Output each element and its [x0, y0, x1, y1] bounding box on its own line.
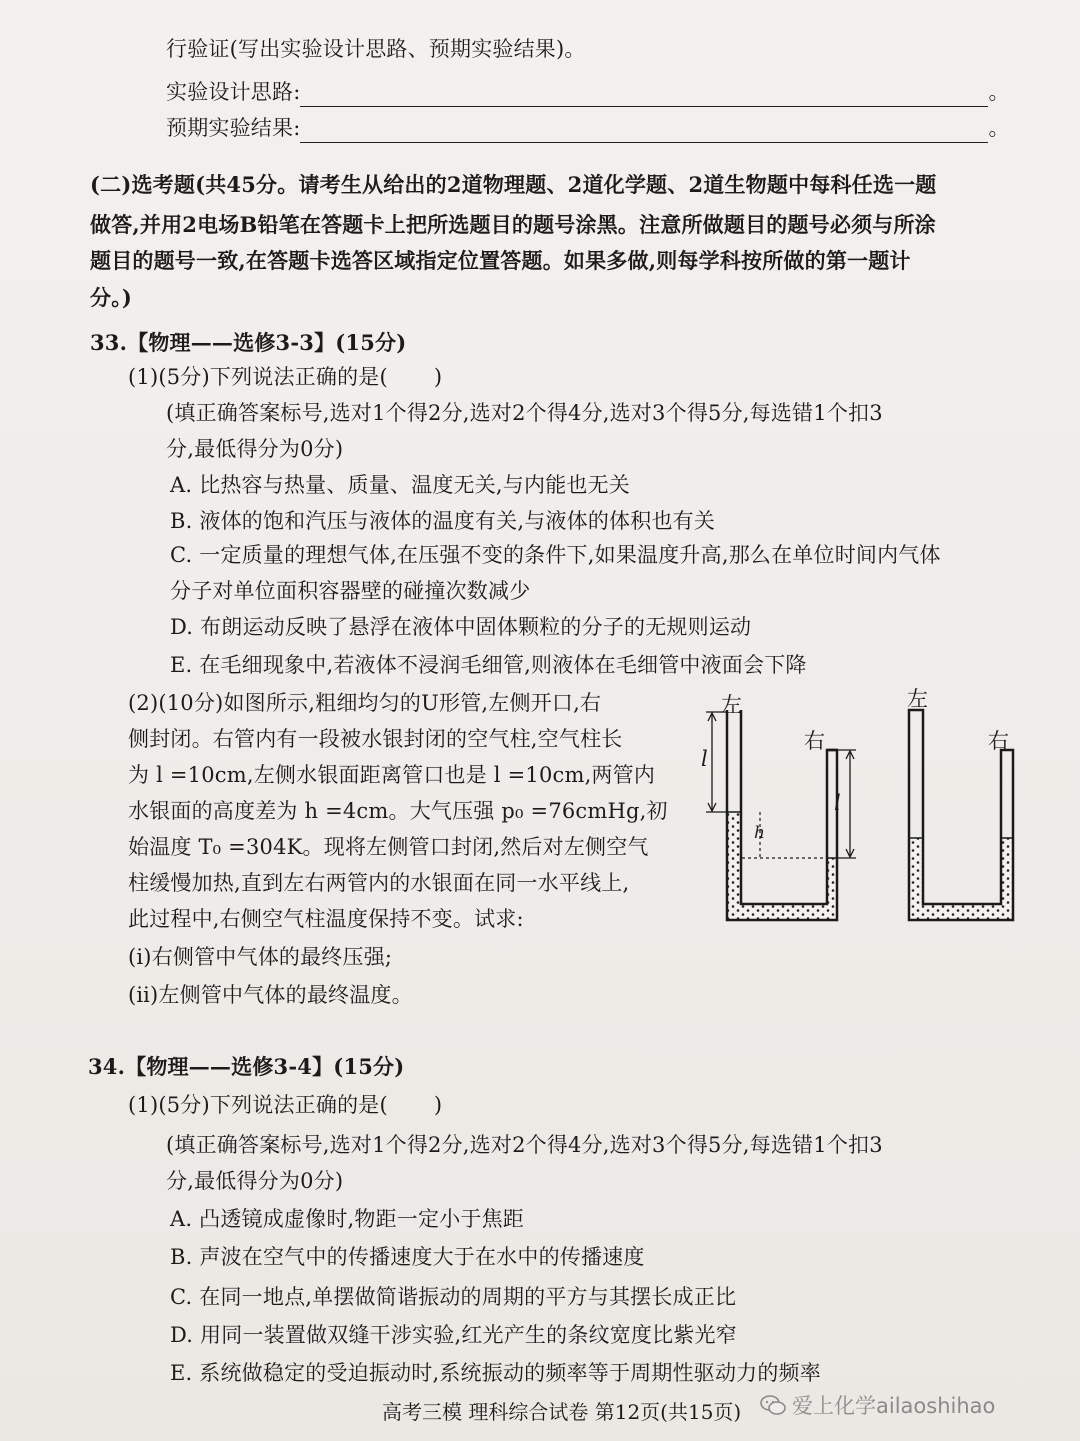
q33-option-c-line-1: C. 一定质量的理想气体,在压强不变的条件下,如果温度升高,那么在单位时间内气体: [170, 543, 941, 567]
q33-part2-line-1: (2)(10分)如图所示,粗细均匀的U形管,左侧开口,右: [128, 691, 602, 715]
q33-part2-line-5: 始温度 T₀ =304K。现将左侧管口封闭,然后对左侧空气: [128, 835, 649, 859]
design-line: [166, 77, 1010, 107]
section-2-line-4: 分。): [90, 285, 133, 310]
q33-part2-line-3: 为 l =10cm,左侧水银面距离管口也是 l =10cm,两管内: [128, 763, 656, 787]
result-label: 预期实验结果:: [166, 116, 301, 140]
section-heading: (二)选考题: [90, 172, 196, 197]
mercury-final: [909, 838, 1013, 920]
q33-part1: [128, 362, 442, 392]
q33-scoring-note-2: 分,最低得分为0分): [166, 437, 344, 461]
q33-option-c-line-2: 分子对单位面积容器壁的碰撞次数减少: [170, 579, 531, 603]
q33-scoring-note-1: (填正确答案标号,选对1个得2分,选对2个得4分,选对3个得5分,每选错1个扣3: [166, 401, 883, 425]
q34-scoring-note-1: (填正确答案标号,选对1个得2分,选对2个得4分,选对3个得5分,每选错1个扣3: [166, 1133, 883, 1157]
q33-part2-line-6: 柱缓慢加热,直到左右两管内的水银面在同一水平线上,: [128, 871, 630, 895]
period: 。: [988, 116, 1010, 140]
q33-subquestion-i: (ⅰ)右侧管中气体的最终压强;: [128, 945, 393, 969]
q33-option-d: D. 布朗运动反映了悬浮在液体中固体颗粒的分子的无规则运动: [170, 615, 752, 639]
watermark-text: 爱上化学ailaoshihao: [792, 1394, 996, 1418]
section-2-line-3: 题目的题号一致,在答题卡选答区域指定位置答题。如果多做,则每学科按所做的第一题计: [90, 248, 911, 273]
close-paren: ): [433, 1093, 443, 1117]
section-2-line-1: [90, 170, 936, 200]
q34-option-c: C. 在同一地点,单摆做简谐振动的周期的平方与其摆长成正比: [170, 1285, 737, 1309]
q34-option-d: D. 用同一装置做双缝干涉实验,红光产生的条纹宽度比紫光窄: [170, 1323, 737, 1347]
result-answer-blank[interactable]: [300, 120, 988, 143]
figure-label-right-2: 右: [988, 729, 1010, 753]
section-text: (共45分。请考生从给出的2道物理题、2道化学题、2道生物题中每科任选一题: [195, 172, 937, 197]
q33-part2-line-7: 此过程中,右侧空气柱温度保持不变。试求:: [128, 907, 524, 931]
q34-option-e: E. 系统做稳定的受迫振动时,系统振动的频率等于周期性驱动力的频率: [170, 1361, 821, 1385]
q33-option-a: A. 比热容与热量、质量、温度无关,与内能也无关: [170, 473, 630, 497]
period: 。: [988, 80, 1010, 104]
design-answer-blank[interactable]: [300, 84, 988, 107]
watermark: [760, 1390, 995, 1420]
figure-label-right-1: 右: [804, 729, 826, 753]
q33-part2-line-4: 水银面的高度差为 h =4cm。大气压强 p₀ =76cmHg,初: [128, 799, 668, 823]
q33-part1-text: (1)(5分)下列说法正确的是(: [128, 365, 388, 389]
figure-label-l-left: l: [701, 747, 708, 771]
q34-option-a: A. 凸透镜成虚像时,物距一定小于焦距: [170, 1207, 524, 1231]
q33-subquestion-ii: (ⅱ)左侧管中气体的最终温度。: [128, 983, 413, 1007]
question-33-title: 33.【物理——选修3-3】(15分): [90, 330, 407, 355]
q33-option-e: E. 在毛细现象中,若液体不浸润毛细管,则液体在毛细管中液面会下降: [170, 653, 807, 677]
wechat-icon: [760, 1394, 786, 1416]
figure-label-l-right: l: [834, 791, 841, 815]
q34-option-b: B. 声波在空气中的传播速度大于在水中的传播速度: [170, 1245, 645, 1269]
q33-option-b: B. 液体的饱和汽压与液体的温度有关,与液体的体积也有关: [170, 509, 716, 533]
q34-scoring-note-2: 分,最低得分为0分): [166, 1169, 344, 1193]
figure-label-left-1: 左: [721, 693, 743, 717]
close-paren: ): [433, 365, 443, 389]
design-label: 实验设计思路:: [166, 80, 301, 104]
q34-part1: [128, 1090, 442, 1120]
figure-label-left-2: 左: [907, 687, 929, 711]
result-line: [166, 113, 1010, 143]
figure-label-h: h: [754, 823, 766, 843]
question-34-title: 34.【物理——选修3-4】(15分): [88, 1054, 405, 1079]
instruction-line: 行验证(写出实验设计思路、预期实验结果)。: [166, 37, 586, 61]
page-footer: 高考三模 理科综合试卷 第12页(共15页): [382, 1400, 742, 1424]
q33-part2-line-2: 侧封闭。右管内有一段被水银封闭的空气柱,空气柱长: [128, 727, 623, 751]
section-2-line-2: 做答,并用2电场B铅笔在答题卡上把所选题目的题号涂黑。注意所做题目的题号必须与所涂: [90, 212, 936, 237]
q34-part1-text: (1)(5分)下列说法正确的是(: [128, 1093, 388, 1117]
